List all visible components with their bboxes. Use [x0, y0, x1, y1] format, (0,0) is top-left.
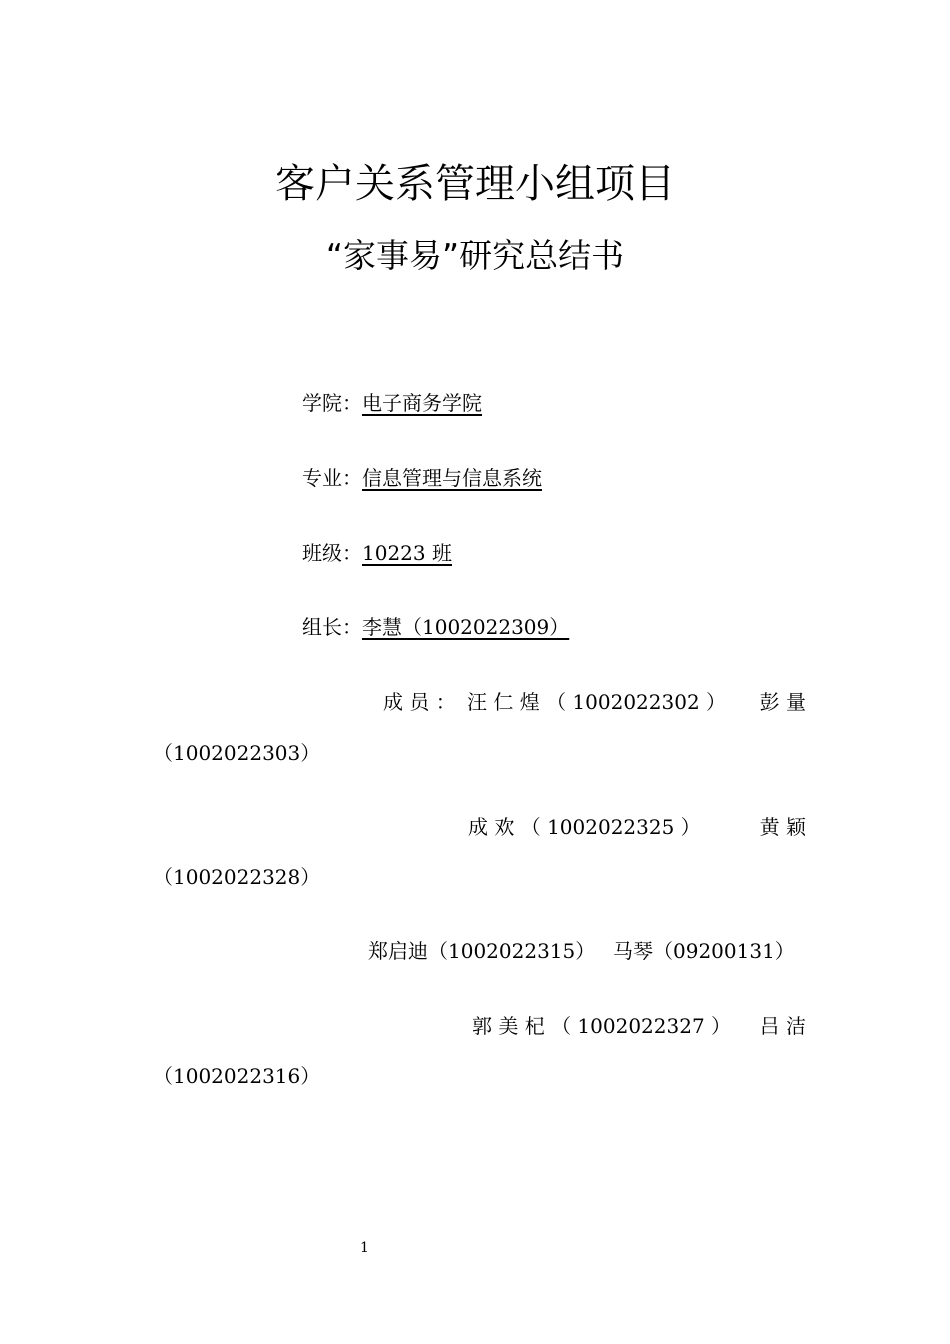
members-label: 成 员 ：	[383, 690, 456, 714]
member-name: 吕 洁	[759, 1014, 806, 1038]
member-entry: 郑启迪（1002022315）	[368, 939, 596, 963]
member-id: （1002022328）	[153, 865, 321, 889]
member-entry: 成 欢 （ 1002022325 ）	[468, 815, 701, 839]
college-value: 电子商务学院	[362, 391, 482, 415]
major-field	[302, 462, 542, 491]
member-id: （1002022316）	[153, 1064, 321, 1088]
leader-value: 李慧（1002022309）	[362, 615, 570, 639]
member-entry: 郭 美 杞 （ 1002022327 ）	[472, 1014, 732, 1038]
major-label: 专业：	[302, 466, 362, 490]
class-label: 班级：	[302, 541, 362, 565]
document-subtitle: “家事易”研究总结书	[325, 236, 625, 275]
member-entry: 汪 仁 煌 （ 1002022302 ）	[467, 690, 727, 714]
leader-label: 组长：	[302, 615, 362, 639]
class-value: 10223 班	[362, 541, 452, 565]
document-title: 客户关系管理小组项目	[275, 161, 675, 207]
page-number: 1	[360, 1240, 369, 1256]
member-entry: 马琴（09200131）	[613, 939, 795, 963]
member-name: 黄 颖	[759, 815, 806, 839]
college-field	[302, 387, 566, 416]
class-field	[302, 537, 567, 566]
member-id: （1002022303）	[153, 741, 321, 765]
major-value: 信息管理与信息系统	[362, 466, 542, 490]
member-name: 彭 量	[759, 690, 806, 714]
leader-field	[302, 611, 569, 640]
college-label: 学院：	[302, 391, 362, 415]
